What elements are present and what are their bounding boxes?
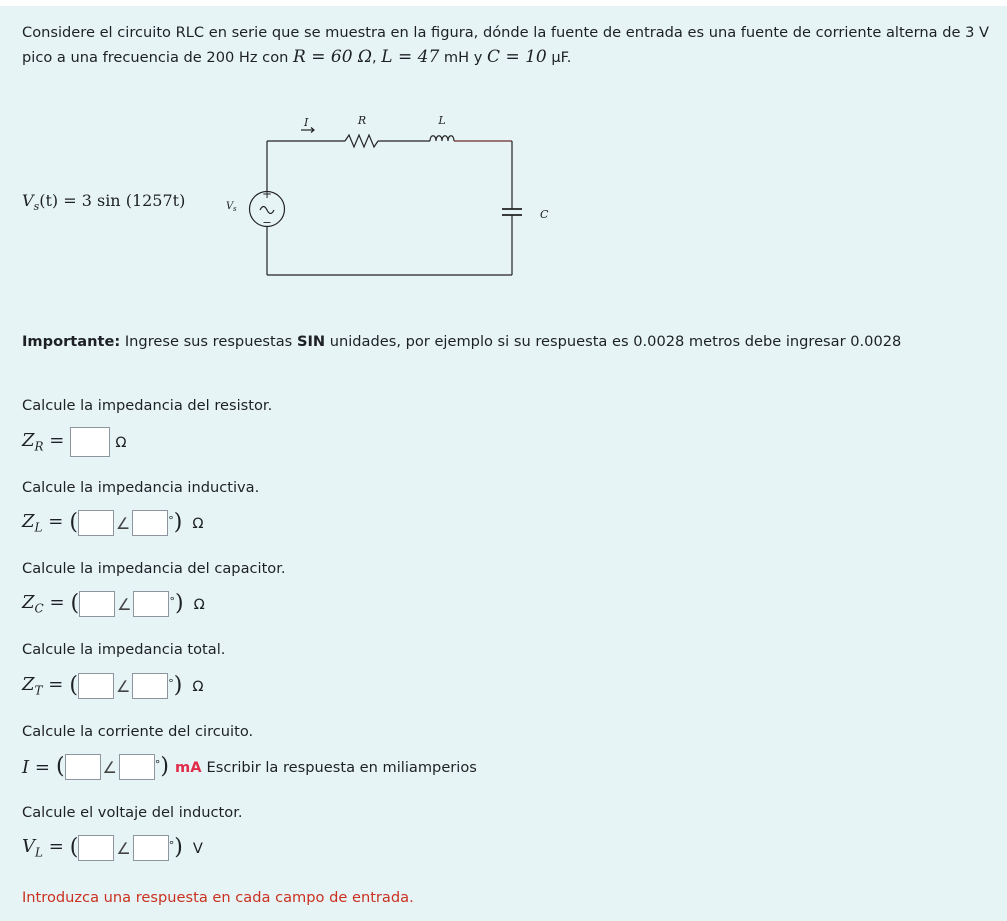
capacitance-value: C = 10: [487, 47, 547, 67]
answer-row-zl: [22, 507, 204, 539]
top-strip: [0, 0, 1007, 6]
inductance-value: L = 47: [381, 47, 440, 67]
minus-sign: −: [262, 216, 272, 229]
open-paren: (: [69, 835, 79, 860]
plus-sign: +: [261, 187, 273, 201]
question-intro: [22, 21, 997, 70]
intro-separator: ,: [372, 49, 382, 66]
important-emphasis: SIN: [296, 333, 326, 350]
degree-symbol: °: [168, 838, 175, 852]
sine-icon: [260, 207, 274, 214]
inductor-symbol: [430, 136, 454, 141]
important-text-1: Ingrese sus respuestas: [120, 333, 297, 350]
resistor-symbol: [345, 135, 378, 147]
angle-icon: ∠: [117, 594, 132, 614]
equation-label: $Z_T$ =: [22, 674, 64, 698]
close-paren: ): [174, 835, 183, 860]
intro-text: Considere el circuito RLC en serie que se muestra en la figura, dónde la fuente de entrada es una fuente de corriente alterna de 3 V pico a una frecuencia de 200 Hz con: [22, 24, 990, 66]
question-prompt: Calcule la impedancia inductiva.: [22, 479, 260, 496]
ohm-unit: Ω: [193, 595, 205, 613]
source-symbol: V: [22, 191, 34, 210]
answer-row-current: [22, 751, 477, 783]
angle-icon: ∠: [116, 838, 131, 858]
label-source-sub: s: [233, 205, 237, 213]
equation-label: I =: [22, 756, 50, 778]
close-paren: ): [160, 754, 169, 779]
source-expression: (t) = 3 sin (1257t): [39, 191, 186, 210]
zl-magnitude-input[interactable]: [78, 510, 114, 536]
angle-icon: ∠: [102, 757, 117, 777]
resistance-value: R = 60 Ω: [293, 47, 373, 67]
equation-label: $Z_R$ =: [22, 430, 65, 454]
close-paren: ): [173, 673, 183, 698]
important-text-2: unidades, por ejemplo si su respuesta es 0.0028 metros debe ingresar 0.0028: [325, 333, 902, 350]
open-paren: (: [55, 754, 65, 779]
question-prompt: Calcule la impedancia total.: [22, 641, 226, 658]
validation-error: Introduzca una respuesta en cada campo de entrada.: [22, 889, 414, 906]
zt-angle-input[interactable]: [132, 673, 168, 699]
question-prompt: Calcule el voltaje del inductor.: [22, 804, 243, 821]
equation-label: $Z_C$ =: [22, 592, 65, 616]
zc-angle-input[interactable]: [133, 591, 169, 617]
vl-angle-input[interactable]: [133, 835, 169, 861]
label-source: V: [226, 201, 234, 212]
unit-instruction: Escribir la respuesta en miliamperios: [206, 758, 477, 776]
zc-magnitude-input[interactable]: [79, 591, 115, 617]
current-angle-input[interactable]: [119, 754, 155, 780]
zr-input[interactable]: [70, 427, 110, 457]
inductance-unit: mH y: [439, 49, 488, 66]
rlc-circuit-diagram: [220, 108, 560, 283]
label-capacitor: C: [540, 208, 549, 221]
angle-icon: ∠: [115, 676, 131, 696]
question-prompt: Calcule la corriente del circuito.: [22, 723, 254, 740]
degree-symbol: °: [154, 757, 161, 771]
equation-label: $V_L$ =: [22, 836, 64, 860]
equation-label: $Z_L$ =: [22, 511, 64, 535]
vl-magnitude-input[interactable]: [78, 835, 114, 861]
open-paren: (: [69, 673, 78, 698]
current-magnitude-input[interactable]: [65, 754, 101, 780]
ohm-unit: Ω: [192, 514, 204, 532]
capacitance-unit: μF.: [546, 49, 572, 66]
milliamp-unit: mA: [174, 758, 202, 776]
open-paren: (: [69, 510, 78, 535]
label-current: I: [304, 116, 309, 129]
answer-row-zr: [22, 426, 127, 458]
degree-symbol: °: [168, 513, 174, 527]
important-note: [22, 333, 901, 350]
ohm-unit: Ω: [115, 433, 127, 451]
zt-magnitude-input[interactable]: [78, 673, 114, 699]
answer-row-zc: [22, 588, 205, 620]
question-prompt: Calcule la impedancia del resistor.: [22, 397, 273, 414]
label-inductor: L: [438, 114, 446, 127]
source-equation: [22, 191, 185, 213]
label-resistor: R: [357, 114, 367, 127]
degree-symbol: °: [169, 594, 175, 608]
open-paren: (: [70, 591, 80, 616]
important-label: Importante:: [22, 333, 121, 350]
volt-unit: V: [192, 839, 203, 857]
angle-icon: ∠: [115, 513, 131, 533]
answer-row-zt: [22, 670, 204, 702]
question-prompt: Calcule la impedancia del capacitor.: [22, 560, 286, 577]
degree-symbol: °: [168, 676, 174, 690]
answer-row-vl: [22, 832, 203, 864]
ohm-unit: Ω: [192, 677, 204, 695]
close-paren: ): [173, 510, 183, 535]
zl-angle-input[interactable]: [132, 510, 168, 536]
close-paren: ): [174, 591, 184, 616]
source-subscript: s: [33, 200, 40, 214]
